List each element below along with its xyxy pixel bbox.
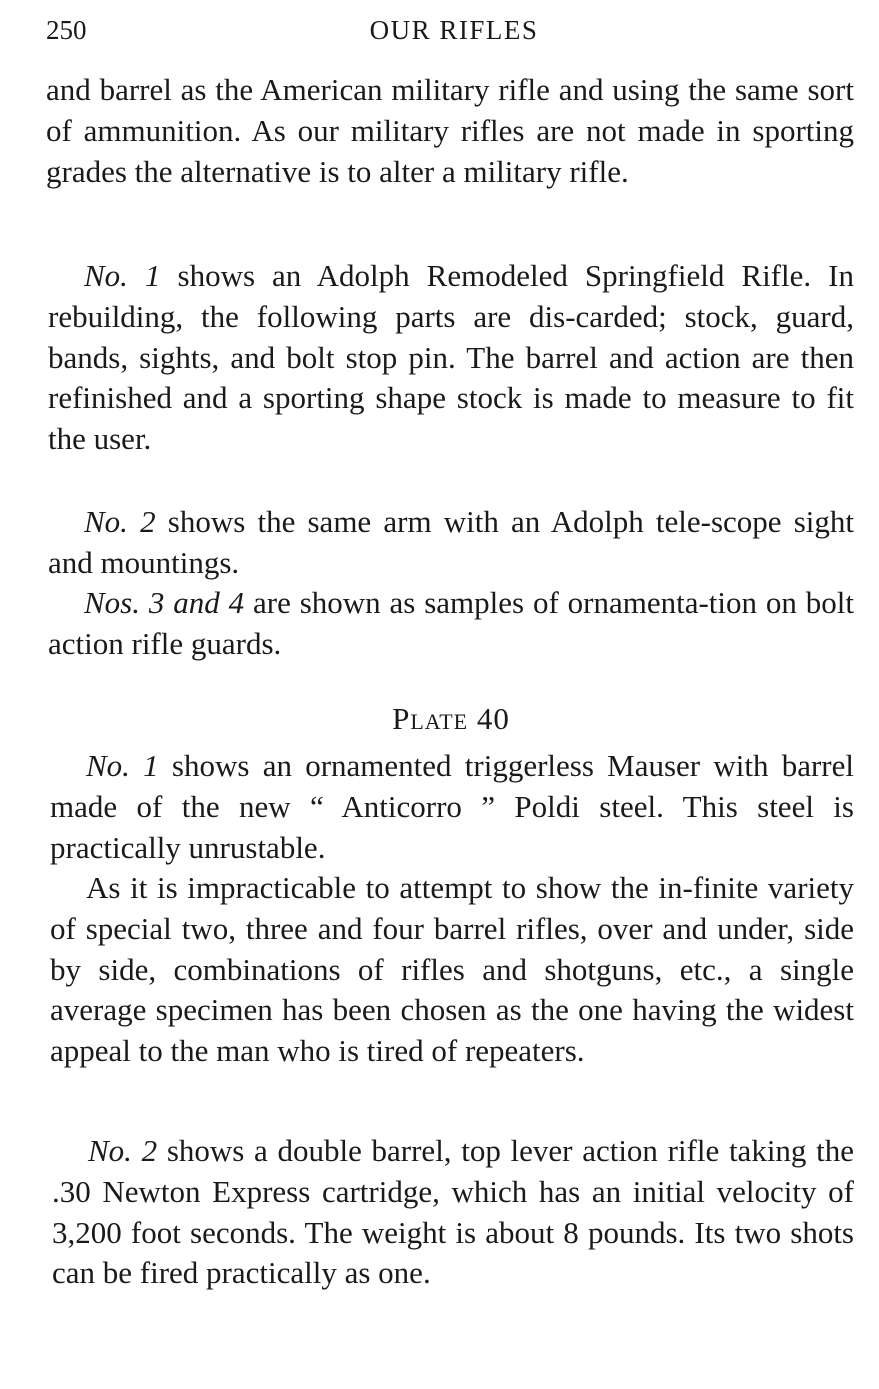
item-number: No. 1 [84, 258, 161, 293]
paragraph-text: shows an ornamented triggerless Mauser with barrel made of the new “ Anticorro ” Poldi steel. This steel is practically unrustable. [50, 748, 855, 865]
paragraph-no1-springfield [48, 256, 854, 460]
paragraph-text: shows a double barrel, top lever action rifle taking the .30 Newton Express cartridge, which has an initial velocity of 3,200 foot seconds. The weight is about 8 pounds. Its two shots can be fired practically as one. [52, 1133, 854, 1291]
item-number: No. 2 [88, 1133, 158, 1168]
paragraph-plate40-no2 [52, 1131, 854, 1294]
paragraph-text: and barrel as the American military rifle and using the same sort of ammunition. As our military rifles are not made in sporting grades the alternative is to alter a military rifle. [46, 72, 854, 189]
paragraph-text: shows the same arm with an Adolph tele-scope sight and mountings. [48, 504, 854, 580]
paragraph-continued [46, 70, 854, 192]
running-title: OUR RIFLES [369, 15, 539, 45]
paragraph-text: shows an Adolph Remodeled Springfield Rifle. In rebuilding, the following parts are dis-carded; stock, guard, bands, sights, and bolt stop pin. The barrel and action are then refinished and a sporting shape stock is made to measure to fit the user. [48, 258, 854, 457]
plate-heading-text: Plate 40 [392, 701, 510, 736]
paragraph-plate40-no1 [50, 746, 854, 868]
plate-heading [48, 699, 854, 739]
paragraph-text: As it is impracticable to attempt to show the in-finite variety of special two, three and four barrel rifles, over and under, side by side, combinations of rifles and shotguns, etc., a single average specimen has been chosen as the one having the widest appeal to the man who is tired of repeaters. [50, 870, 854, 1069]
paragraph-no2-telescope [48, 502, 854, 584]
item-number: No. 1 [86, 748, 159, 783]
page-number: 250 [46, 15, 87, 45]
running-head [46, 12, 852, 48]
item-number: Nos. 3 and 4 [84, 585, 245, 620]
paragraph-text: are shown as samples of ornamenta-tion on bolt action rifle guards. [48, 585, 854, 661]
item-number: No. 2 [84, 504, 156, 539]
paragraph-nos3-4-guards [48, 583, 854, 665]
paragraph-barrel-variety [50, 868, 854, 1072]
